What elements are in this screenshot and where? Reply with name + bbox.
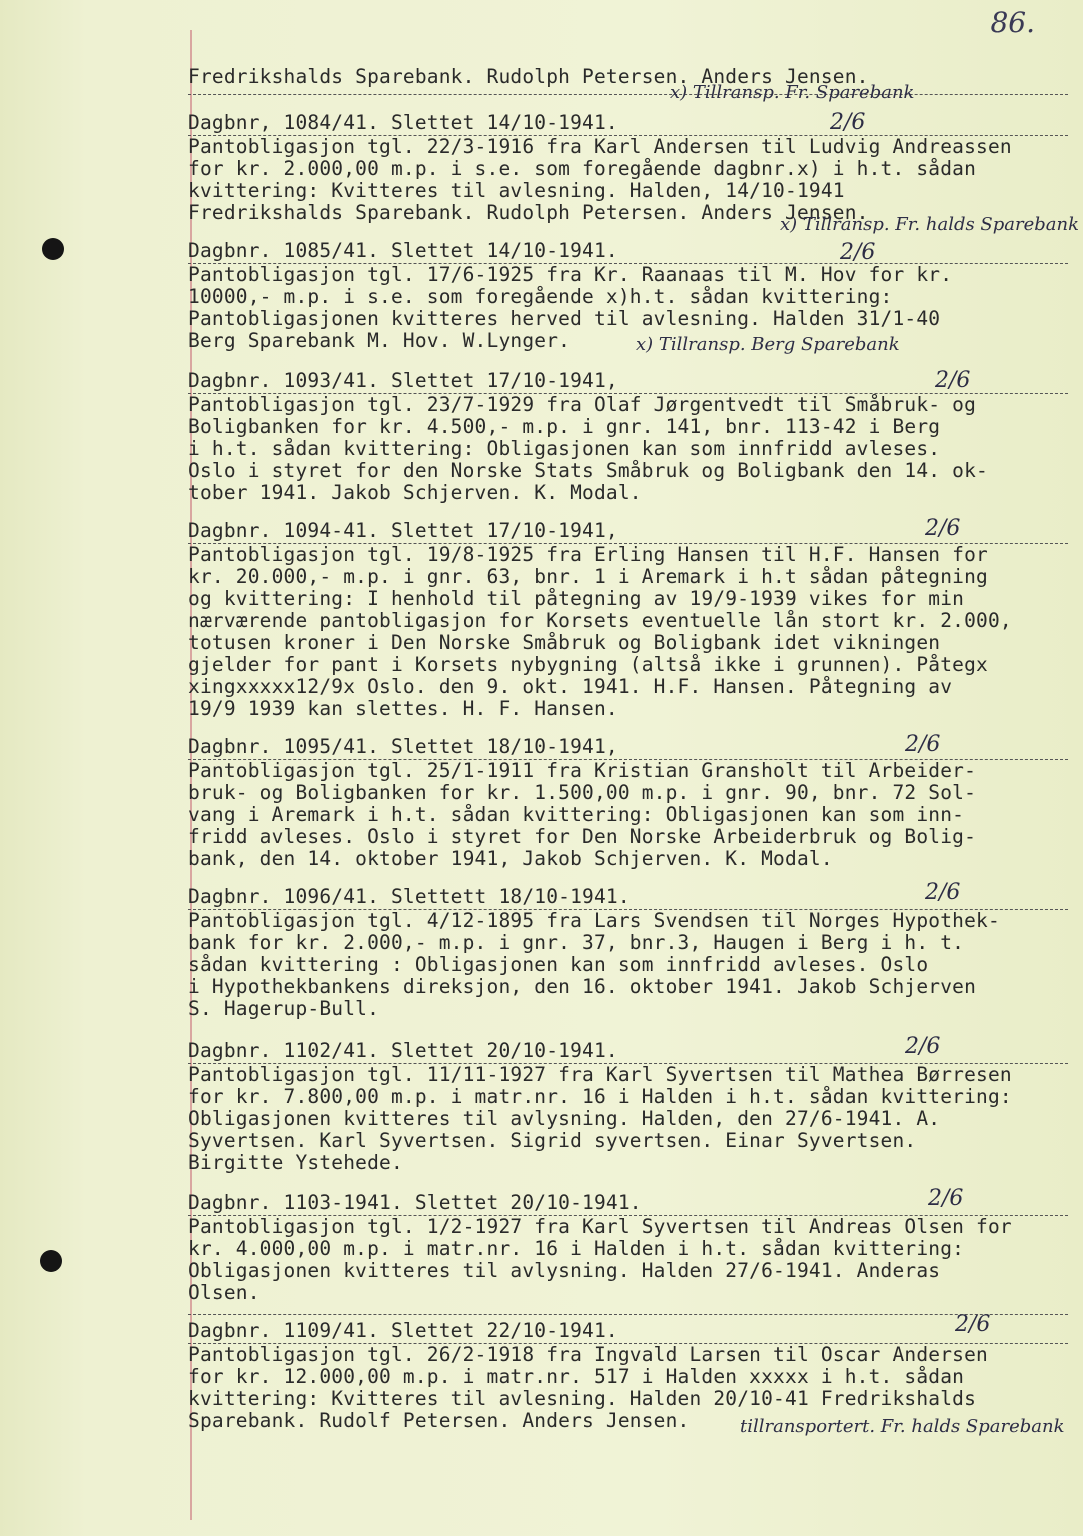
handwritten-note: x) Tillransp. Berg Sparebank <box>636 334 900 355</box>
handwritten-mark: 2/6 <box>955 1312 991 1337</box>
entry-line: Pantobligasjon tgl. 19/8-1925 fra Erling Hansen til H.F. Hansen for <box>188 543 988 566</box>
entry-line: Pantobligasjon tgl. 11/11-1927 fra Karl Syvertsen til Mathea Børresen <box>188 1063 1012 1086</box>
entry-line: Obligasjonen kvitteres til avlysning. Halden 27/6-1941. Anderas <box>188 1259 941 1282</box>
entry-line: Pantobligasjon tgl. 1/2-1927 fra Karl Syvertsen til Andreas Olsen for <box>188 1215 1012 1238</box>
entry-line: Obligasjonen kvitteres til avlysning. Halden, den 27/6-1941. A. <box>188 1107 941 1130</box>
handwritten-note: x) Tillransp. Fr. Sparebank <box>670 82 915 103</box>
entry-rule <box>188 1314 1068 1315</box>
entry-line: Pantobligasjon tgl. 25/1-1911 fra Kristian Gransholt til Arbeider- <box>188 759 977 782</box>
entry-line: bank, den 14. oktober 1941, Jakob Schjerven. K. Modal. <box>188 847 833 870</box>
entry-line: bruk- og Boligbanken for kr. 1.500,00 m.p. i gnr. 90, bnr. 72 Sol- <box>188 781 977 804</box>
entry-line: totusen kroner i Den Norske Småbruk og Boligbank idet vikningen <box>188 631 941 654</box>
entry-head: Dagbnr, 1084/41. Slettet 14/10-1941. <box>188 112 1068 136</box>
entry-head: Dagbnr. 1095/41. Slettet 18/10-1941, <box>188 736 1068 760</box>
entry-line: Pantobligasjon tgl. 26/2-1918 fra Ingvald Larsen til Oscar Andersen <box>188 1343 988 1366</box>
entry-line: Pantobligasjonen kvitteres herved til avlesning. Halden 31/1-40 <box>188 307 941 330</box>
handwritten-mark: 2/6 <box>840 240 876 265</box>
entry-line: kvittering: Kvitteres til avlesning. Halden 20/10-41 Fredrikshalds <box>188 1387 977 1410</box>
entry-line: vang i Aremark i h.t. sådan kvittering: Obligasjonen kan som inn- <box>188 803 965 826</box>
entry-line: tober 1941. Jakob Schjerven. K. Modal. <box>188 481 642 504</box>
entry-line: Syvertsen. Karl Syvertsen. Sigrid syvertsen. Einar Syvertsen. <box>188 1129 917 1152</box>
entry-head: Dagbnr. 1093/41. Slettet 17/10-1941, <box>188 370 1068 394</box>
entry-line: i Hypothekbankens direksjon, den 16. oktober 1941. Jakob Schjerven <box>188 975 977 998</box>
entry-head: Dagbnr. 1103-1941. Slettet 20/10-1941. <box>188 1192 1068 1216</box>
handwritten-mark: 2/6 <box>905 732 941 757</box>
entry-line: Olsen. <box>188 1281 260 1304</box>
entry-head: Dagbnr. 1109/41. Slettet 22/10-1941. <box>188 1320 1068 1344</box>
entry-line: fridd avleses. Oslo i styret for Den Norske Arbeiderbruk og Bolig- <box>188 825 977 848</box>
handwritten-mark: 2/6 <box>925 880 961 905</box>
entry-line: Pantobligasjon tgl. 17/6-1925 fra Kr. Raanaas til M. Hov for kr. <box>188 263 953 286</box>
entry-line: Fredrikshalds Sparebank. Rudolph Petersen. Anders Jensen. <box>188 201 869 224</box>
entry-line: for kr. 12.000,00 m.p. i matr.nr. 517 i Halden xxxxx i h.t. sådan <box>188 1365 965 1388</box>
handwritten-mark: 2/6 <box>935 368 971 393</box>
entry-line: for kr. 7.800,00 m.p. i matr.nr. 16 i Halden i h.t. sådan kvittering: <box>188 1085 1012 1108</box>
entry-1102 <box>188 1040 1068 1174</box>
entry-line: Fredrikshalds Sparebank. Rudolph Petersen. Anders Jensen. <box>188 65 869 88</box>
entry-1096 <box>188 886 1068 1020</box>
entry-line: nærværende pantobligasjon for Korsets eventuelle lån stort kr. 2.000, <box>188 609 1012 632</box>
entry-line: kr. 4.000,00 m.p. i matr.nr. 16 i Halden i h.t. sådan kvittering: <box>188 1237 965 1260</box>
entry-line: xingxxxxx12/9x Oslo. den 9. okt. 1941. H.F. Hansen. Påtegning av <box>188 675 953 698</box>
handwritten-mark: 2/6 <box>928 1186 964 1211</box>
handwritten-note: x) Tillransp. Fr. halds Sparebank <box>780 214 1080 235</box>
entry-line: sådan kvittering : Obligasjonen kan som innfridd avleses. Oslo <box>188 953 929 976</box>
entry-line: og kvittering: I henhold til påtegning av 19/9-1939 vikes for min <box>188 587 965 610</box>
entry-head: Dagbnr. 1094-41. Slettet 17/10-1941, <box>188 520 1068 544</box>
entry-line: Pantobligasjon tgl. 22/3-1916 fra Karl Andersen til Ludvig Andreassen <box>188 135 1012 158</box>
entry-head: Dagbnr. 1096/41. Slettett 18/10-1941. <box>188 886 1068 910</box>
entry-line: Pantobligasjon tgl. 4/12-1895 fra Lars Svendsen til Norges Hypothek- <box>188 909 1000 932</box>
entry-line: S. Hagerup-Bull. <box>188 997 380 1020</box>
handwritten-mark: 2/6 <box>830 110 866 135</box>
entry-head: Dagbnr. 1085/41. Slettet 14/10-1941. <box>188 240 1068 264</box>
entry-1084 <box>188 112 1068 224</box>
handwritten-mark: 2/6 <box>905 1034 941 1059</box>
entry-1094 <box>188 520 1068 720</box>
entry-line: 10000,- m.p. i s.e. som foregående x)h.t. sådan kvittering: <box>188 285 893 308</box>
entry-line: Oslo i styret for den Norske Stats Småbruk og Boligbank den 14. ok- <box>188 459 988 482</box>
entry-line: Sparebank. Rudolf Petersen. Anders Jensen. <box>188 1409 690 1432</box>
page-number: 86. <box>990 6 1035 39</box>
entry-continuation <box>188 66 1068 95</box>
entry-line: Boligbanken for kr. 4.500,- m.p. i gnr. 141, bnr. 113-42 i Berg <box>188 415 941 438</box>
entry-line: kvittering: Kvitteres til avlesning. Halden, 14/10-1941 <box>188 179 845 202</box>
entry-rule <box>188 94 1068 95</box>
punch-hole <box>40 1250 62 1272</box>
entry-line: Birgitte Ystehede. <box>188 1151 403 1174</box>
entry-line: Berg Sparebank M. Hov. W.Lynger. <box>188 329 571 352</box>
entry-line: 19/9 1939 kan slettes. H. F. Hansen. <box>188 697 618 720</box>
handwritten-note: tillransportert. Fr. halds Sparebank <box>740 1416 1065 1437</box>
entry-line: Pantobligasjon tgl. 23/7-1929 fra Olaf Jørgentvedt til Småbruk- og <box>188 393 977 416</box>
handwritten-mark: 2/6 <box>925 516 961 541</box>
entry-line: i h.t. sådan kvittering: Obligasjonen kan som innfridd avleses. <box>188 437 941 460</box>
entry-line: for kr. 2.000,00 m.p. i s.e. som foregående dagbnr.x) i h.t. sådan <box>188 157 977 180</box>
punch-hole <box>42 238 64 260</box>
entry-line: kr. 20.000,- m.p. i gnr. 63, bnr. 1 i Aremark i h.t sådan påtegning <box>188 565 988 588</box>
entry-line: gjelder for pant i Korsets nybygning (altså ikke i grunnen). Påtegx <box>188 653 988 676</box>
entry-head: Dagbnr. 1102/41. Slettet 20/10-1941. <box>188 1040 1068 1064</box>
entry-line: bank for kr. 2.000,- m.p. i gnr. 37, bnr.3, Haugen i Berg i h. t. <box>188 931 965 954</box>
entry-1085 <box>188 240 1068 352</box>
